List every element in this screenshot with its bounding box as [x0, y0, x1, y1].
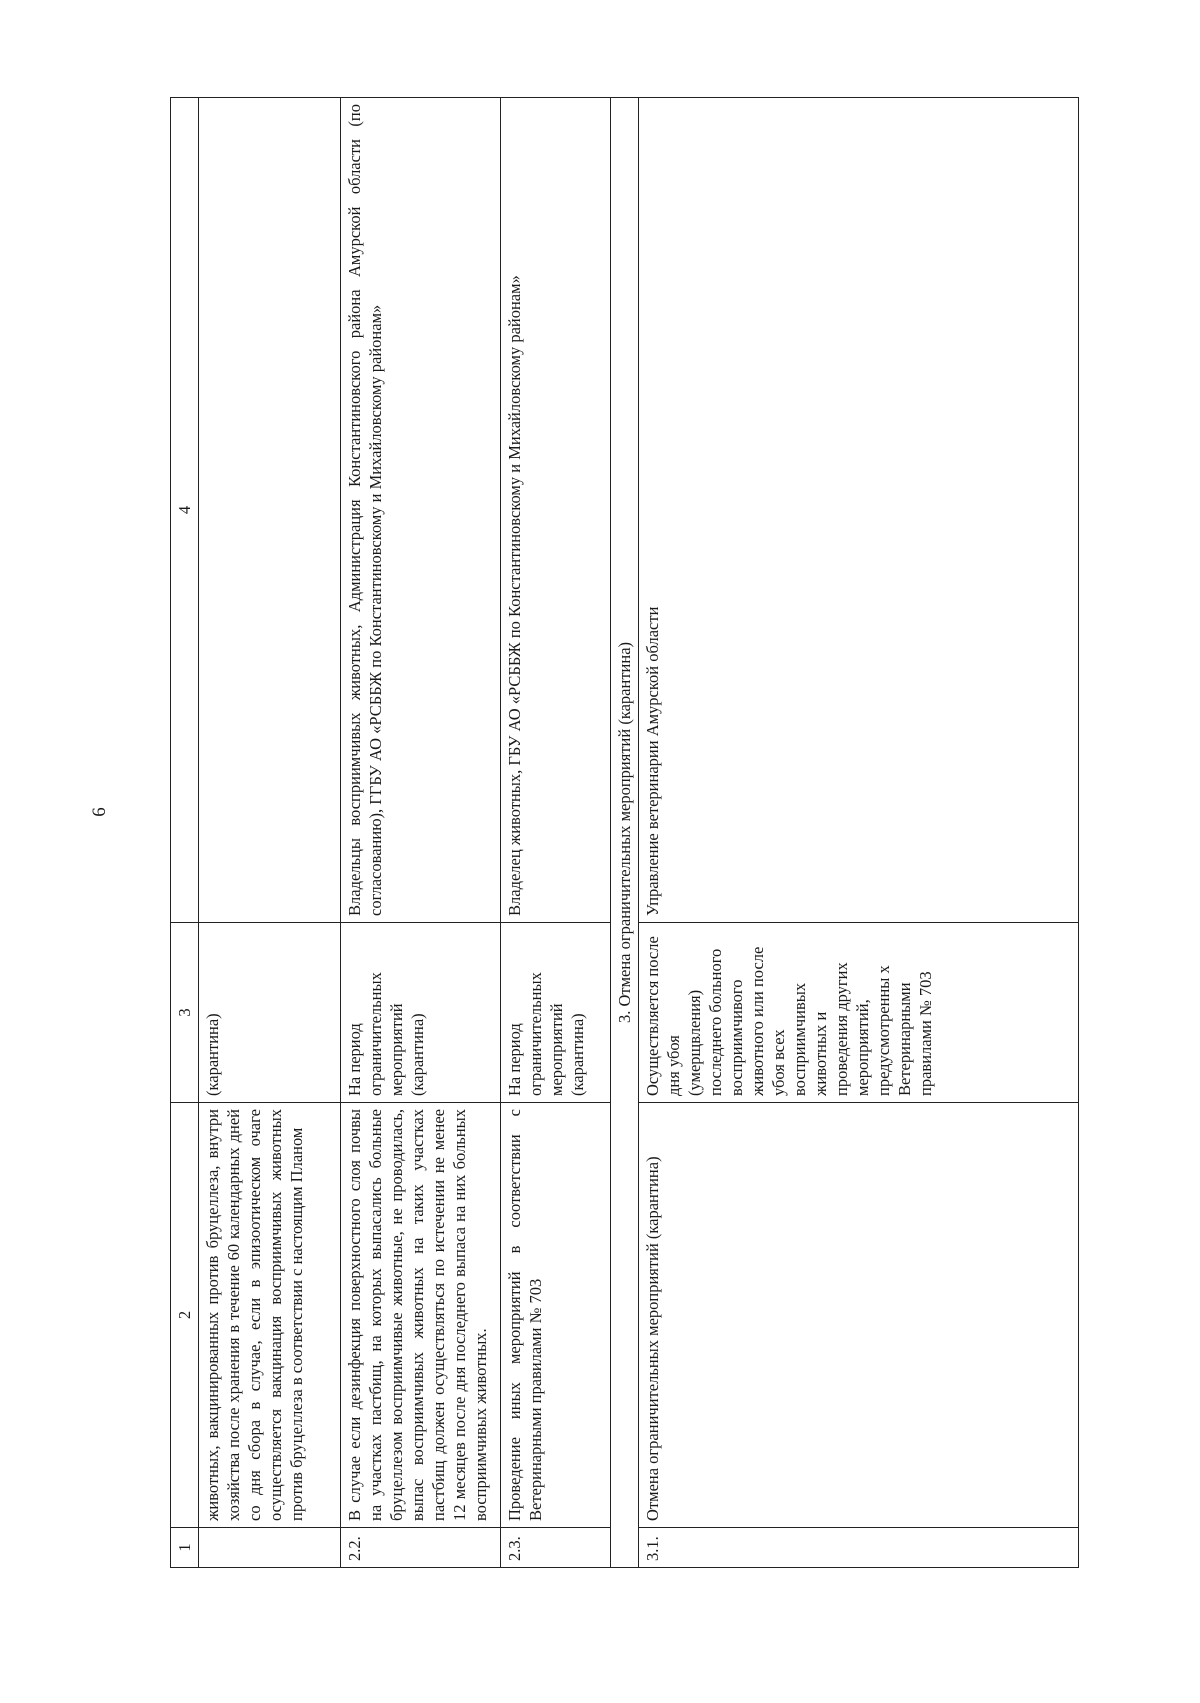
row-number	[199, 1528, 341, 1568]
page-number: 6	[89, 807, 110, 817]
table-row-2-3	[501, 98, 611, 1568]
measures-table-wrapper	[170, 98, 1090, 1568]
row-number: 3.1.	[639, 1528, 1079, 1568]
row-responsible: Владельцы восприимчивых животных, Администрация Константиновского района Амурской области (по согласованию), ГГБУ АО «РСББЖ по Константиновскому и Михайловскому районам»	[341, 98, 501, 923]
row-number: 2.3.	[501, 1528, 611, 1568]
row-action: Отмена ограничительных мероприятий (карантина)	[639, 1103, 1079, 1528]
column-number-3: 3	[171, 923, 199, 1103]
row-period: На период ограничительных мероприятий (карантина)	[501, 923, 611, 1103]
section-3-heading-row	[611, 98, 639, 1568]
measures-table	[170, 97, 1079, 1568]
row-action: В случае если дезинфекция поверхностного слоя почвы на участках пастбищ, на которых выпасались больные бруцеллезом восприимчивые животные, не проводилась, выпас восприимчивых животных на таких участках пастбищ должен осуществляться по истечении не менее 12 месяцев после дня последнего выпаса на них больных восприимчивых животных.	[341, 1103, 501, 1528]
column-number-1: 1	[171, 1528, 199, 1568]
row-period: Осуществляется после дня убоя (умерщвления) последнего больного восприимчивого животного или после убоя всех восприимчивых животных и проведения других мероприятий, предусмотренны х Ветеринарными правилами № 703	[639, 923, 1079, 1103]
column-number-4: 4	[171, 98, 199, 923]
row-number: 2.2.	[341, 1528, 501, 1568]
row-responsible: Владелец животных, ГБУ АО «РСББЖ по Константиновскому и Михайловскому районам»	[501, 98, 611, 923]
column-number-2: 2	[171, 1103, 199, 1528]
table-row-2-1-continued	[199, 98, 341, 1568]
section-3-title: 3. Отмена ограничительных мероприятий (карантина)	[611, 98, 639, 1568]
column-number-row	[171, 98, 199, 1568]
row-responsible	[199, 98, 341, 923]
row-period: На период ограничительных мероприятий (карантина)	[341, 923, 501, 1103]
row-action: животных, вакцинированных против бруцеллеза, внутри хозяйства после хранения в течение 60 календарных дней со дня сбора в случае, если в эпизоотическом очаге осуществляется вакцинация восприимчивых животных против бруцеллеза в соответствии с настоящим Планом	[199, 1103, 341, 1528]
row-action: Проведение иных мероприятий в соответствии с Ветеринарными правилами № 703	[501, 1103, 611, 1528]
table-row-2-2	[341, 98, 501, 1568]
row-period: (карантина)	[199, 923, 341, 1103]
row-responsible: Управление ветеринарии Амурской области	[639, 98, 1079, 923]
table-row-3-1	[639, 98, 1079, 1568]
